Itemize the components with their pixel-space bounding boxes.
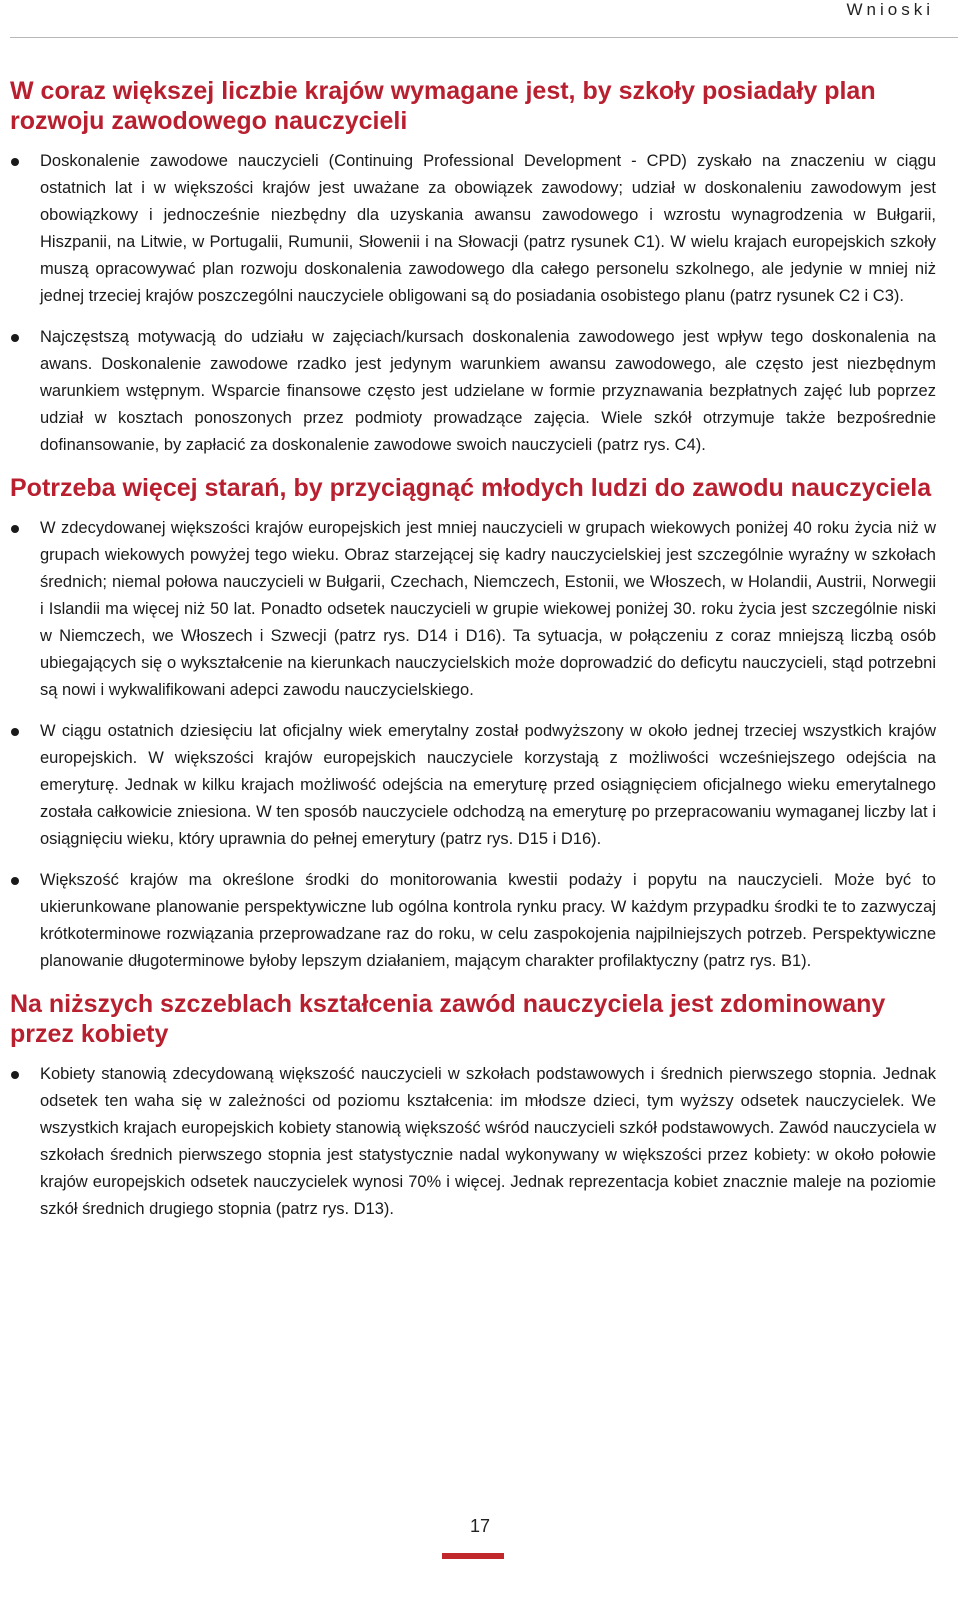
bullet-list-women-teachers: [10, 1061, 936, 1223]
page-number: 17: [469, 1516, 491, 1536]
header-divider: [10, 37, 958, 38]
bullet-list-young-teachers: [10, 515, 936, 975]
section-heading-women-teachers: Na niższych szczeblach kształcenia zawód nauczyciela jest zdominowany przez kobiety: [10, 990, 886, 1048]
bullet-paragraph: W ciągu ostatnich dziesięciu lat oficjalny wiek emerytalny został podwyższony w około jednej trzeciej wszystkich krajów europejskich. W większości krajów europejskich nauczyciele korzystają z możliwości wcześniejszego odejścia na emeryturę. Jednak w kilku krajach możliwość odejścia na emeryturę przed osiągnięciem oficjalnego wieku emerytalnego została całkowicie zniesiona. W ten sposób nauczyciele odchodzą na emeryturę po przepracowaniu wymaganej liczby lat i osiągnięciu wieku, który uprawnia do pełnej emerytury (patrz rys. D15 i D16).: [10, 718, 936, 853]
bullet-paragraph: Najczęstszą motywacją do udziału w zajęciach/kursach doskonalenia zawodowego jest wpływ tego doskonalenia na awans. Doskonalenie zawodowe rzadko jest jedynym warunkiem awansu zawodowego, ale często jest niezbędnym warunkiem wstępnym. Wsparcie finansowe często jest udzielane w formie przyznawania bezpłatnych zajęć lub poprzez udział w kosztach ponoszonych przez podmioty prowadzące zajęcia. Wiele szkół otrzymuje także bezpośrednie dofinansowanie, by zapłacić za doskonalenie zawodowe swoich nauczycieli (patrz rys. C4).: [10, 324, 936, 459]
section-heading-cpd: W coraz większej liczbie krajów wymagane jest, by szkoły posiadały plan rozwoju zawodowego nauczycieli: [10, 77, 876, 135]
bullet-paragraph: Kobiety stanowią zdecydowaną większość nauczycieli w szkołach podstawowych i średnich pierwszego stopnia. Jednak odsetek ten waha się w zależności od poziomu kształcenia: im młodsze dzieci, tym wyższy odsetek nauczycielek. We wszystkich krajach europejskich kobiety stanowią większość wśród nauczycieli szkół podstawowych. Zawód nauczyciela w szkołach średnich pierwszego stopnia jest statystycznie nadal wykonywany w większości przez kobiety: w około połowie krajów europejskich odsetek nauczycielek wynosi 70% i więcej. Jednak reprezentacja kobiet znacznie maleje na poziomie szkół średnich drugiego stopnia (patrz rys. D13).: [10, 1061, 936, 1223]
bullet-paragraph: Doskonalenie zawodowe nauczycieli (Continuing Professional Development - CPD) zyskało na znaczeniu w ciągu ostatnich lat i w większości krajów jest uważane za obowiązek zawodowy; udział w doskonaleniu zawodowym jest obowiązkowy i jednocześnie niezbędny dla uzyskania awansu zawodowego i wzrostu wynagrodzenia w Bułgarii, Hiszpanii, na Litwie, w Portugalii, Rumunii, Słowenii i na Słowacji (patrz rysunek C1). W wielu krajach europejskich szkoły muszą opracowywać plan rozwoju doskonalenia zawodowego dla całego personelu szkolnego, ale jedynie w mniej niż jednej trzeciej krajów poszczególni nauczyciele obligowani są do posiadania osobistego planu (patrz rysunek C2 i C3).: [10, 148, 936, 310]
bullet-paragraph: W zdecydowanej większości krajów europejskich jest mniej nauczycieli w grupach wiekowych poniżej 40 roku życia niż w grupach wiekowych powyżej tego wieku. Obraz starzejącej się kadry nauczycielskiej jest szczególnie wyraźny w szkołach średnich; niemal połowa nauczycieli w Bułgarii, Czechach, Niemczech, Estonii, we Włoszech, w Holandii, Austrii, Norwegii i Islandii ma więcej niż 50 lat. Ponadto odsetek nauczycieli w grupie wiekowej poniżej 30. roku życia jest szczególnie niski w Niemczech, we Włoszech i Szwecji (patrz rys. D14 i D16). Ta sytuacja, w połączeniu z coraz mniejszą liczbą osób ubiegających się o wykształcenie na kierunkach nauczycielskich może doprowadzić do deficytu nauczycieli, stąd potrzebni są nowi i wykwalifikowani adepci zawodu nauczycielskiego.: [10, 515, 936, 704]
page-number-accent-bar: [442, 1553, 504, 1559]
running-header-title: Wnioski: [846, 0, 934, 19]
page-body: [10, 76, 936, 1237]
bullet-paragraph: Większość krajów ma określone środki do monitorowania kwestii podaży i popytu na nauczycieli. Może być to ukierunkowane planowanie perspektywiczne lub ogólna kontrola rynku pracy. W każdym przypadku środki te to zazwyczaj krótkoterminowe rozwiązania przeprowadzane raz do roku, w celu zaspokojenia najpilniejszych potrzeb. Perspektywiczne planowanie długoterminowe byłoby lepszym działaniem, mającym charakter profilaktyczny (patrz rys. B1).: [10, 867, 936, 975]
bullet-list-cpd: [10, 148, 936, 459]
section-heading-young-teachers: Potrzeba więcej starań, by przyciągnąć młodych ludzi do zawodu nauczyciela: [10, 474, 932, 502]
